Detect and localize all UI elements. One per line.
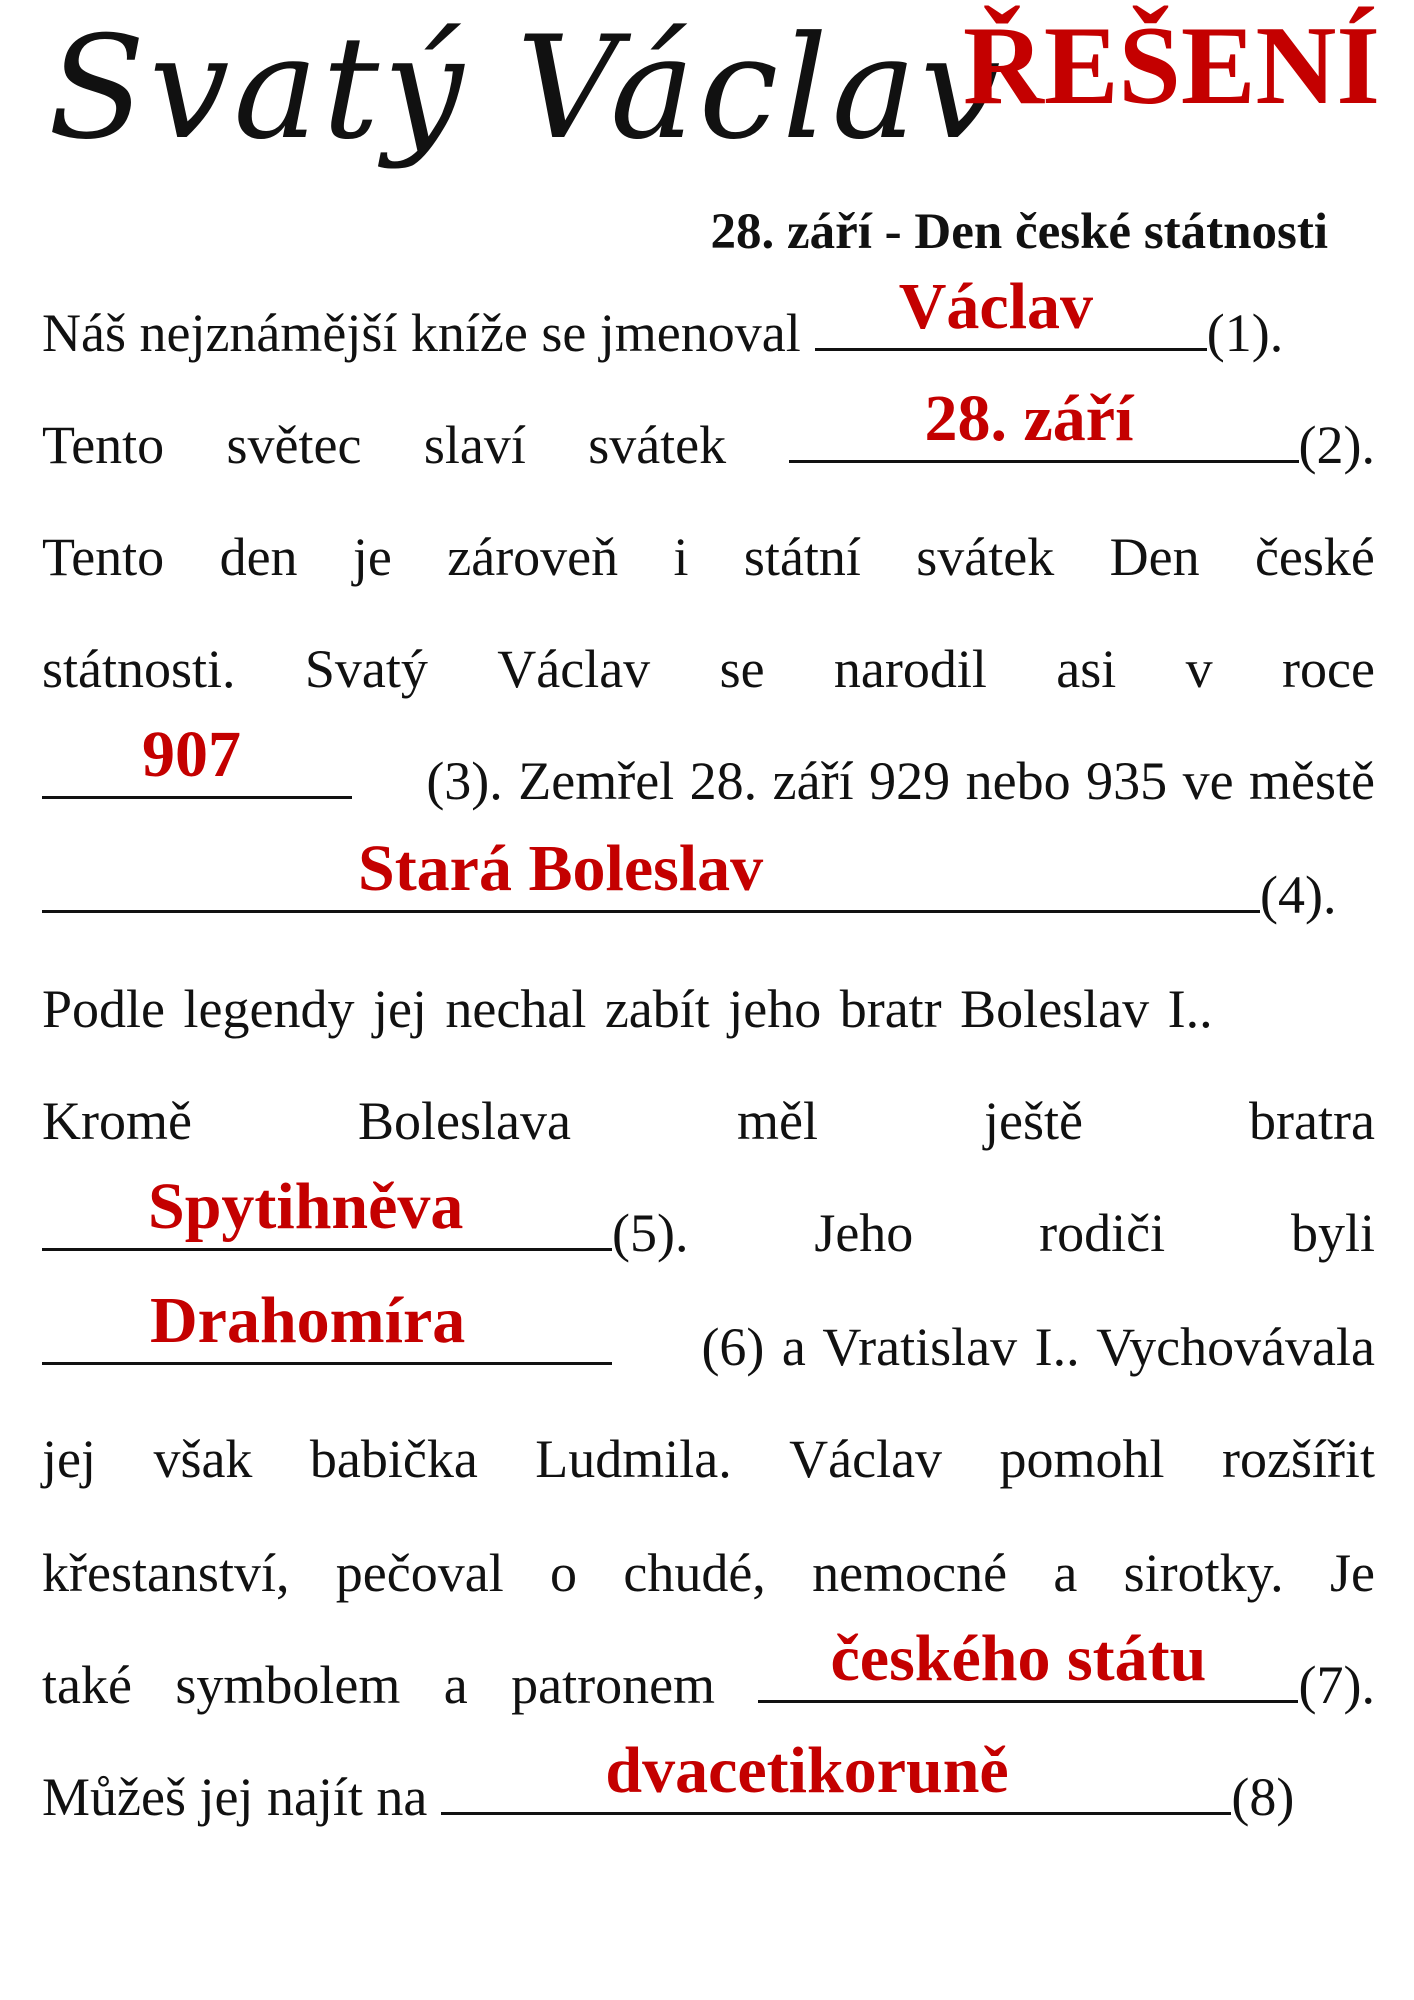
blank-number-3: (3). Zemřel 28. září 929 nebo 935 ve městě [426, 751, 1375, 811]
word: Tento [42, 527, 165, 587]
word: sirotky. [1123, 1543, 1284, 1603]
word: v [1185, 639, 1213, 699]
blank-4 [42, 832, 1260, 913]
answer-1: Václav [898, 270, 1094, 343]
word: nemocné [812, 1543, 1008, 1603]
word: ještě [984, 1091, 1083, 1151]
word: a [443, 1655, 468, 1715]
word: pečoval [335, 1543, 504, 1603]
blank-7 [758, 1622, 1298, 1703]
answer-4: Stará Boleslav [358, 832, 764, 905]
text-line-1 [42, 270, 1375, 364]
word: měl [737, 1091, 818, 1151]
text-fragment: Náš nejznámější kníže se jmenoval [42, 303, 801, 363]
word: roce [1282, 639, 1375, 699]
word: patronem [511, 1655, 716, 1715]
text-line-9 [42, 1170, 1375, 1264]
text-fragment: Podle legendy jej nechal zabít jeho bratr Boleslav I.. [42, 979, 1213, 1039]
text-line-4 [42, 638, 1375, 700]
word: státnosti. [42, 639, 236, 699]
word: i [673, 527, 689, 587]
blank-number-7: (7). [1298, 1655, 1375, 1715]
text-line-12 [42, 1542, 1375, 1604]
word: také [42, 1655, 132, 1715]
text-line-6 [42, 832, 1375, 926]
word: o [550, 1543, 578, 1603]
blank-number-2: (2). [1298, 415, 1375, 475]
text-line-10 [42, 1284, 1375, 1378]
word: jej [42, 1429, 96, 1489]
text-fragment: Můžeš jej najít na [42, 1767, 428, 1827]
text-line-2 [42, 382, 1375, 476]
word: však [153, 1429, 253, 1489]
blank-3 [42, 718, 352, 799]
word: Jeho [814, 1203, 914, 1263]
word: den [219, 527, 298, 587]
word: světec [226, 415, 362, 475]
answer-5: Spytihněva [148, 1170, 464, 1243]
answer-6: Drahomíra [150, 1284, 466, 1357]
word: Václav [497, 639, 651, 699]
word: Den [1109, 527, 1200, 587]
text-line-5 [42, 718, 1375, 812]
answer-7: českého státu [830, 1622, 1207, 1695]
blank-1 [815, 270, 1207, 351]
word: slaví [423, 415, 526, 475]
blank-8 [441, 1734, 1231, 1815]
word: je [352, 527, 392, 587]
word: symbolem [175, 1655, 401, 1715]
word: Boleslava [358, 1091, 571, 1151]
worksheet-subtitle: 28. září - Den české státnosti [710, 204, 1328, 260]
word: pomohl [999, 1429, 1165, 1489]
word: Je [1329, 1543, 1375, 1603]
text-line-3 [42, 526, 1375, 588]
answer-2: 28. září [924, 382, 1134, 455]
blank-2 [789, 382, 1299, 463]
blank-number-4: (4). [1260, 865, 1337, 925]
word: babička [309, 1429, 478, 1489]
word: asi [1056, 639, 1117, 699]
word: narodil [833, 639, 987, 699]
word: svátek [588, 415, 727, 475]
word: české [1254, 527, 1375, 587]
word: Svatý [304, 639, 428, 699]
answer-8: dvacetikoruně [605, 1734, 1009, 1807]
blank-5 [42, 1170, 612, 1251]
text-line-11 [42, 1428, 1375, 1490]
worksheet-title: Svatý Václav [48, 6, 1005, 171]
answer-3: 907 [142, 718, 241, 791]
word: křestanství, [42, 1543, 290, 1603]
blank-number-1: (1). [1206, 303, 1284, 363]
word: byli [1290, 1203, 1375, 1263]
word: státní [743, 527, 861, 587]
word: rozšířit [1221, 1429, 1375, 1489]
word: se [719, 639, 765, 699]
word: svátek [916, 527, 1055, 587]
text-line-14 [42, 1734, 1375, 1828]
text-line-13 [42, 1622, 1375, 1716]
word: a [1053, 1543, 1078, 1603]
solution-stamp: ŘEŠENÍ [962, 4, 1380, 128]
word: Kromě [42, 1091, 192, 1151]
text-line-7 [42, 978, 1375, 1040]
word: chudé, [623, 1543, 766, 1603]
blank-number-6: (6) a Vratislav I.. Vychovávala [701, 1317, 1375, 1377]
word: Tento [42, 415, 165, 475]
blank-number-8: (8) [1231, 1767, 1295, 1827]
word: zároveň [447, 527, 619, 587]
text-line-8 [42, 1090, 1375, 1152]
blank-6 [42, 1284, 612, 1365]
word: Václav [789, 1429, 943, 1489]
word: rodiči [1039, 1203, 1166, 1263]
blank-number-5: (5). [612, 1203, 689, 1263]
word: Ludmila. [535, 1429, 732, 1489]
word: bratra [1249, 1091, 1375, 1151]
